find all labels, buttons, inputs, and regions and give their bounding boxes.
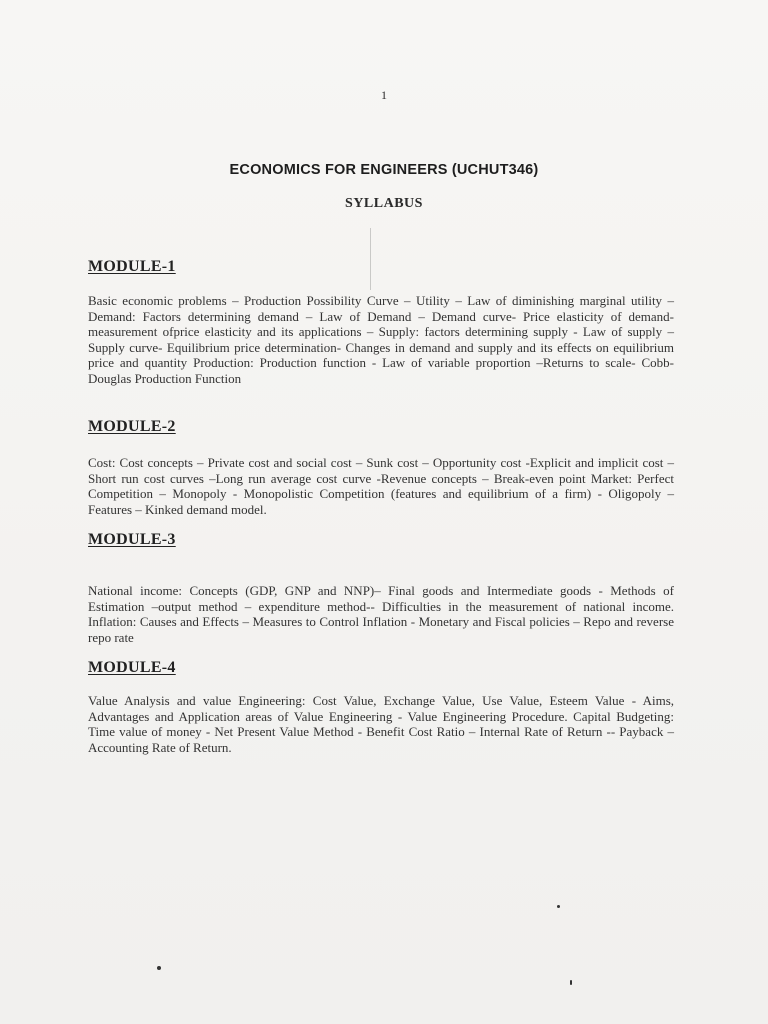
title-main: ECONOMICS FOR ENGINEERS [229, 162, 448, 178]
module-2-heading: MODULE-2 [88, 418, 176, 435]
page-number: 1 [381, 88, 387, 102]
scan-speck [557, 905, 560, 908]
scan-mark [370, 228, 371, 290]
module-3-body: National income: Concepts (GDP, GNP and NNP)– Final goods and Intermediate goods - Methods of Estimation –output method – expenditure method-- Difficulties in the measurement of national income. Inflation: Causes and Effects – Measures to Control Inflation - Monetary and Fiscal policies – Repo and reverse repo rate [88, 583, 674, 645]
syllabus-heading: SYLLABUS [345, 196, 423, 211]
module-1-heading: MODULE-1 [88, 258, 176, 275]
document-title [0, 162, 768, 178]
module-4-heading: MODULE-4 [88, 659, 176, 676]
module-3-heading: MODULE-3 [88, 531, 176, 548]
scan-speck [570, 980, 572, 985]
module-4-body: Value Analysis and value Engineering: Cost Value, Exchange Value, Use Value, Esteem Value - Aims, Advantages and Application areas of Value Engineering - Value Engineering Procedure. Capital Budgeting: Time value of money - Net Present Value Method - Benefit Cost Ratio – Internal Rate of Return -- Payback – Accounting Rate of Return. [88, 693, 674, 755]
scan-speck [157, 966, 161, 970]
module-1-body: Basic economic problems – Production Possibility Curve – Utility – Law of diminishing marginal utility –Demand: Factors determining demand – Law of Demand – Demand curve- Price elasticity of demand- measurement ofprice elasticity and its applications – Supply: factors determining supply - Law of supply – Supply curve- Equilibrium price determination- Changes in demand and supply and its effects on equilibrium price and quantity Production: Production function - Law of variable proportion –Returns to scale- Cobb-Douglas Production Function [88, 293, 674, 386]
course-code: (UCHUT346) [451, 162, 539, 178]
module-2-body: Cost: Cost concepts – Private cost and social cost – Sunk cost – Opportunity cost -Explicit and implicit cost –Short run cost curves –Long run average cost curve -Revenue concepts – Break-even point Market: Perfect Competition – Monopoly - Monopolistic Competition (features and equilibrium of a firm) - Oligopoly – Features – Kinked demand model. [88, 455, 674, 517]
